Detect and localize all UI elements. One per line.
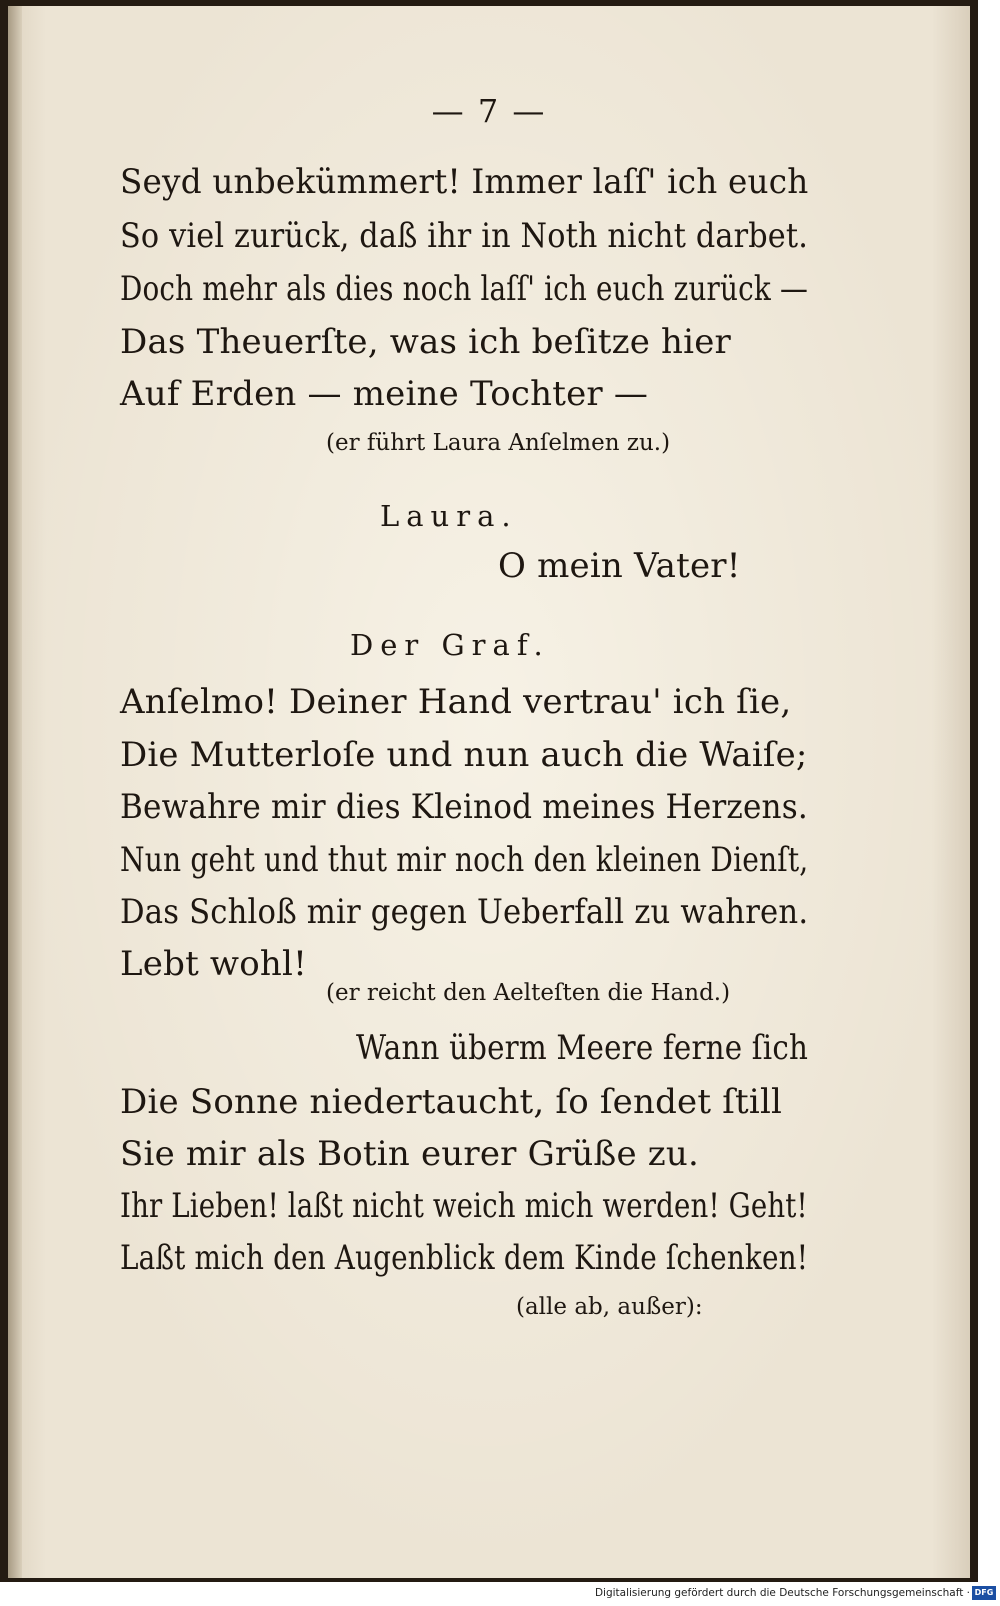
verse-line: Doch mehr als dies noch laſſ' ich euch zurück — bbox=[120, 269, 808, 309]
verse-line: Laßt mich den Augenblick dem Kinde ſchenken! bbox=[120, 1238, 809, 1278]
verse-line: Die Mutterloſe und nun auch die Waiſe; bbox=[120, 735, 808, 775]
verse-line: Wann überm Meere ferne ſich bbox=[356, 1028, 809, 1068]
verse-line: So viel zurück, daß ihr in Noth nicht darbet. bbox=[120, 216, 809, 256]
speaker-name: Laura. bbox=[380, 499, 518, 533]
verse-line: Bewahre mir dies Kleinod meines Herzens. bbox=[120, 787, 808, 827]
verse-line: Lebt wohl! bbox=[120, 944, 307, 984]
stage-direction: (er führt Laura Anſelmen zu.) bbox=[326, 430, 671, 456]
stage-direction: (er reicht den Aelteſten die Hand.) bbox=[326, 980, 731, 1006]
verse-line: O mein Vater! bbox=[498, 546, 741, 586]
verse-line: Auf Erden — meine Tochter — bbox=[120, 374, 649, 414]
verse-line: Das Theuerſte, was ich beſitze hier bbox=[120, 322, 731, 362]
page-spine-edge bbox=[8, 6, 22, 1578]
verse-line: Das Schloß mir gegen Ueberfall zu wahren. bbox=[120, 892, 809, 932]
page-number: — 7 — bbox=[431, 92, 547, 130]
book-page bbox=[8, 6, 970, 1578]
verse-line: Die Sonne niedertaucht, ſo ſendet ſtill bbox=[120, 1082, 783, 1122]
verse-line: Nun geht und thut mir noch den kleinen Dienſt, bbox=[120, 840, 809, 880]
stage-direction: (alle ab, außer): bbox=[516, 1294, 703, 1320]
verse-line: Sie mir als Botin eurer Grüße zu. bbox=[120, 1134, 699, 1174]
speaker-name: Der Graf. bbox=[350, 628, 550, 662]
footer-credit-bar bbox=[0, 1582, 1000, 1606]
digitization-credit: Digitalisierung gefördert durch die Deutsche Forschungsgemeinschaft · bbox=[594, 1587, 970, 1599]
verse-line: Seyd unbekümmert! Immer laſſ' ich euch bbox=[120, 162, 809, 202]
verse-line: Anſelmo! Deiner Hand vertrau' ich ſie, bbox=[120, 682, 792, 722]
verse-line: Ihr Lieben! laßt nicht weich mich werden! Geht! bbox=[120, 1186, 808, 1226]
dfg-logo: DFG bbox=[972, 1586, 996, 1600]
